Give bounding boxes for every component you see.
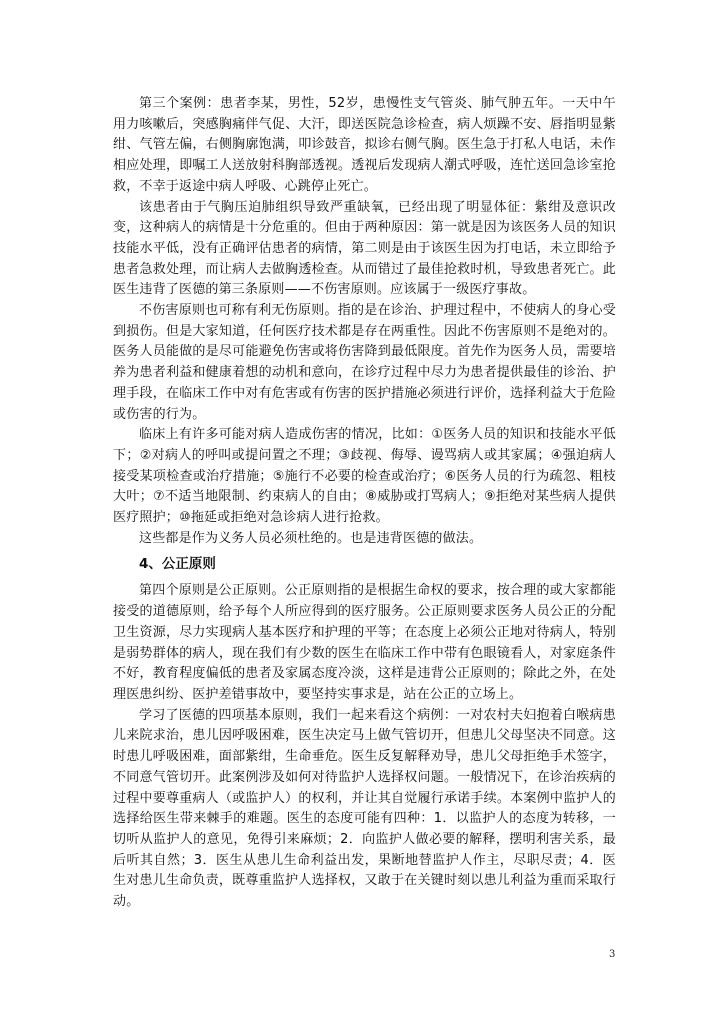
- paragraph-case-analysis: 该患者由于气胸压迫肺组织导致严重缺氧，已经出现了明显体征：紫绀及意识改变，这种病人的病情是十分危重的。但由于两种原因：第一就是因为该医务人员的知识技能水平低，没有正确评估患者的病情，第二则是由于该医生因为打电话，未立即给予患者急救处理，而让病人去做胸透检查。从而错过了最佳抢救时机，导致患者死亡。此医生违背了医德的第三条原则——不伤害原则。应该属于一级医疗事故。: [113, 199, 616, 298]
- paragraph-diphtheria-case: 学习了医德的四项基本原则，我们一起来看这个病例：一对农村夫妇抱着白喉病患儿来院求治，患儿因呼吸困难，医生决定马上做气管切开，但患儿父母坚决不同意。这时患儿呼吸困难，面部紫绀，生命垂危。医生反复解释劝导，患儿父母拒绝手术签字，不同意气管切开。此案例涉及如何对待监护人选择权问题。一般情况下，在诊治疾病的过程中要尊重病人（或监护人）的权利，并让其自觉履行承诺手续。本案例中监护人的选择给医生带来棘手的难题。医生的态度可能有四种：1．以监护人的态度为转移，一切听从监护人的意见，免得引来麻烦；2．向监护人做必要的解释，摆明利害关系，最后听其自然；3．医生从患儿生命利益出发，果断地替监护人作主，尽职尽责；4．医生对患儿生命负责，既尊重监护人选择权，又敢于在关键时刻以患儿利益为重而采取行动。: [113, 707, 616, 910]
- page-number: 3: [609, 949, 616, 960]
- section-heading-justice: 4、公正原则: [139, 556, 216, 573]
- paragraph-conclusion: 这些都是作为义务人员必须杜绝的。也是违背医德的做法。: [139, 530, 483, 546]
- paragraph-harm-examples: 临床上有许多可能对病人造成伤害的情况，比如：①医务人员的知识和技能水平低下；②对病人的呼叫或提问置之不理；③歧视、侮辱、谩骂病人或其家属；④强迫病人接受某项检查或治疗措施；⑤施行不必要的检查或治疗；⑥医务人员的行为疏忽、粗枝大叶；⑦不适当地限制、约束病人的自由；⑧威胁或打骂病人；⑨拒绝对某些病人提供医疗照护；⑩拖延或拒绝对急诊病人进行抢救。: [113, 427, 616, 526]
- document-body: [113, 94, 616, 913]
- paragraph-case-three: 第三个案例：患者李某，男性，52岁，患慢性支气管炎、肺气肿五年。一天中午用力咳嗽后，突感胸痛伴气促、大汗，即送医院急诊检查，病人烦躁不安、唇指明显紫绀、气管左偏，右侧胸廓饱满，叩诊鼓音，拟诊右侧气胸。医生急于打私人电话，未作相应处理，即嘱工人送放射科胸部透视。透视后发现病人潮式呼吸，连忙送回急诊室抢救，不幸于返途中病人呼吸、心跳停止死亡。: [113, 96, 616, 194]
- paragraph-justice-principle: 第四个原则是公正原则。公正原则指的是根据生命权的要求，按合理的或大家都能接受的道德原则，给予每个人所应得到的医疗服务。公正原则要求医务人员公正的分配卫生资源，尽力实现病人基本医疗和护理的平等；在态度上必须公正地对待病人，特别是弱势群体的病人，现在我们有少数的医生在临床工作中带有色眼镜看人，对家庭条件不好，教育程度偏低的患者及家属态度冷淡，这样是违背公正原则的；除此之外，在处理医患纠纷、医护差错事故中，要坚持实事求是，站在公正的立场上。: [113, 583, 616, 702]
- paragraph-no-harm-principle: 不伤害原则也可称有利无伤原则。指的是在诊治、护理过程中，不使病人的身心受到损伤。但是大家知道，任何医疗技术都是存在两重性。因此不伤害原则不是绝对的。医务人员能做的是尽可能避免伤害或将伤害降到最低限度。首先作为医务人员，需要培养为患者利益和健康着想的动机和意向，在诊疗过程中尽力为患者提供最佳的诊治、护理手段，在临床工作中对有危害或有伤害的医护措施必须进行评价，选择利益大于危险或伤害的行为。: [113, 303, 616, 422]
